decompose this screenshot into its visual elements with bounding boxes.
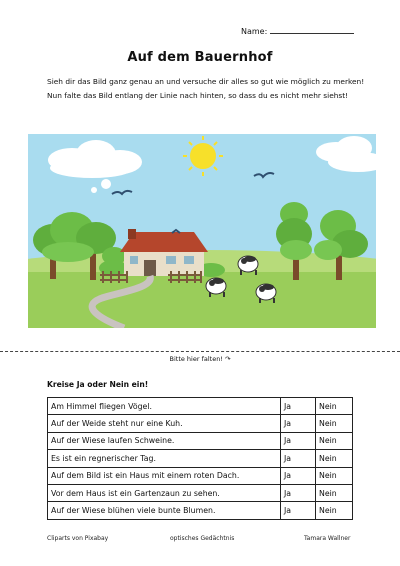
cow-icon [206, 278, 226, 297]
name-label: Name: [241, 27, 268, 36]
answer-yes[interactable]: Ja [281, 415, 316, 432]
question-row [48, 432, 353, 449]
name-underline [270, 25, 354, 34]
footer-credit: Cliparts von Pixabay [47, 535, 109, 542]
question-text: Auf der Wiese blühen viele bunte Blumen. [48, 502, 281, 519]
answer-no[interactable]: Nein [316, 415, 353, 432]
farm-picture [28, 134, 376, 328]
answer-yes[interactable]: Ja [281, 432, 316, 449]
question-text: Auf der Wiese laufen Schweine. [48, 432, 281, 449]
answer-yes[interactable]: Ja [281, 398, 316, 415]
footer-topic: optisches Gedächtnis [170, 535, 235, 542]
answer-no[interactable]: Nein [316, 432, 353, 449]
fold-arrow-icon: ↷ [225, 355, 231, 363]
question-text: Auf der Weide steht nur eine Kuh. [48, 415, 281, 432]
answer-yes[interactable]: Ja [281, 502, 316, 519]
cow-icon [256, 284, 276, 303]
cow-icon [238, 256, 258, 275]
fold-note [0, 355, 400, 363]
answer-no[interactable]: Nein [316, 502, 353, 519]
question-text: Am Himmel fliegen Vögel. [48, 398, 281, 415]
fold-line [0, 351, 400, 352]
fold-note-text: Bitte hier falten! [169, 355, 223, 363]
answer-no[interactable]: Nein [316, 484, 353, 501]
question-row [48, 502, 353, 519]
answer-yes[interactable]: Ja [281, 450, 316, 467]
question-row [48, 450, 353, 467]
answer-no[interactable]: Nein [316, 450, 353, 467]
name-field [241, 25, 354, 36]
answer-yes[interactable]: Ja [281, 484, 316, 501]
question-row [48, 398, 353, 415]
answer-yes[interactable]: Ja [281, 467, 316, 484]
question-row [48, 415, 353, 432]
question-table [47, 397, 353, 520]
page-title: Auf dem Bauernhof [127, 50, 273, 65]
question-text: Auf dem Bild ist ein Haus mit einem roten Dach. [48, 467, 281, 484]
answer-no[interactable]: Nein [316, 398, 353, 415]
question-text: Vor dem Haus ist ein Gartenzaun zu sehen. [48, 484, 281, 501]
answer-no[interactable]: Nein [316, 467, 353, 484]
question-text: Es ist ein regnerischer Tag. [48, 450, 281, 467]
intro-text: Sieh dir das Bild ganz genau an und versuche dir alles so gut wie möglich zu merken! Nun falte das Bild entlang der Linie nach hinten, so dass du es nicht mehr siehst! [47, 77, 365, 100]
footer-author: Tamara Wallner [304, 535, 351, 542]
farmhouse-icon [120, 229, 208, 276]
question-row [48, 467, 353, 484]
instruction-text: Kreise Ja oder Nein ein! [47, 380, 149, 389]
question-row [48, 484, 353, 501]
